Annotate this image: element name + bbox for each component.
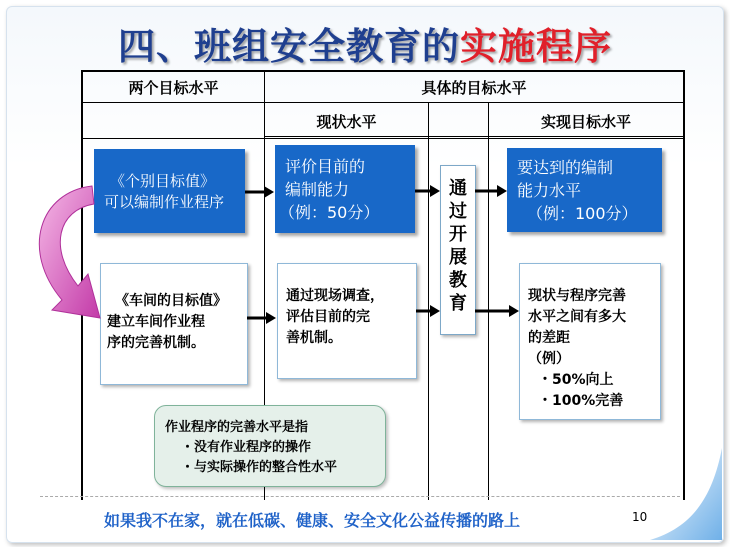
arrow-right-icon: [415, 185, 440, 197]
header-current-level: 现状水平: [316, 113, 377, 131]
reach-line-3: （例：100分）: [527, 204, 638, 223]
education-char-2: 过: [449, 201, 467, 222]
reach-line-1: 要达到的编制: [517, 158, 614, 177]
title-part-1: 四、班组安全教育的: [118, 25, 460, 68]
education-char-3: 开: [449, 224, 467, 245]
gap-line-6: ・100%完善: [538, 393, 624, 409]
arrow-right-icon: [245, 186, 274, 198]
gap-line-3: 的差距: [528, 330, 570, 346]
gap-line-4: （例）: [528, 351, 570, 367]
education-char-4: 展: [449, 247, 467, 268]
header-target-level: 实现目标水平: [540, 113, 631, 131]
education-char-1: 通: [449, 178, 467, 199]
title-part-2: 实施程序: [460, 25, 612, 68]
note-line-3: ・与实际操作的整合性水平: [181, 460, 338, 475]
survey-line-3: 善机制。: [286, 330, 342, 346]
workshop-line-3: 序的完善机制。: [107, 335, 205, 351]
evaluate-line-2: 编制能力: [285, 180, 350, 199]
header-two-targets: 两个目标水平: [128, 79, 219, 97]
evaluate-line-1: 评价目前的: [285, 157, 366, 176]
survey-line-1: 通过现场调查，: [286, 288, 384, 304]
arrow-right-icon: [475, 305, 519, 317]
header-specific-targets: 具体的目标水平: [421, 79, 527, 97]
note-line-2: ・没有作业程序的操作: [181, 440, 312, 455]
footer-slogan: 如果我不在家，就在低碳、健康、安全文化公益传播的路上: [104, 511, 521, 530]
evaluate-line-3: （例：50分）: [279, 203, 380, 222]
curved-arrow-icon: [39, 186, 100, 318]
reach-line-2: 能力水平: [517, 181, 582, 200]
gap-line-1: 现状与程序完善: [528, 288, 626, 304]
education-char-6: 育: [449, 293, 467, 314]
arrow-right-icon: [247, 312, 276, 324]
survey-line-2: 评估目前的完: [286, 309, 370, 325]
workshop-line-2: 建立车间作业程: [107, 314, 205, 330]
education-char-5: 教: [449, 270, 467, 291]
arrow-right-icon: [475, 185, 507, 197]
page-number: 10: [632, 510, 648, 524]
arrow-right-icon: [416, 305, 440, 317]
workshop-line-1: 《车间的目标值》: [115, 293, 227, 309]
page-curl-icon: [650, 448, 722, 540]
individual-target-line-2: 可以编制作业程序: [104, 193, 225, 211]
gap-line-5: ・50%向上: [538, 372, 614, 388]
note-line-1: 作业程序的完善水平是指: [165, 420, 309, 435]
individual-target-line-1: 《个别目标值》: [110, 172, 216, 190]
gap-line-2: 水平之间有多大: [528, 309, 626, 325]
